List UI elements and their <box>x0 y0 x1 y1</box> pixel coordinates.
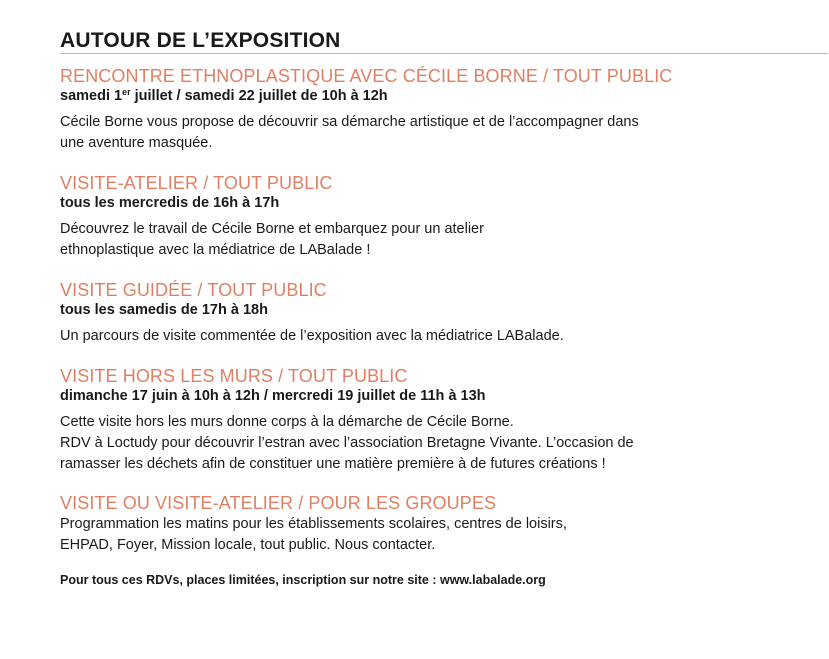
event-description <box>60 112 820 154</box>
event-description-line: EHPAD, Foyer, Mission locale, tout public. Nous contacter. <box>60 537 436 553</box>
event-visite-atelier <box>60 172 820 261</box>
event-visite-hors-les-murs <box>60 365 820 475</box>
event-date <box>60 87 820 106</box>
event-visite-guidee <box>60 279 820 347</box>
event-date-prefix: samedi 1 <box>60 88 123 104</box>
event-description-line: Un parcours de visite commentée de l’exposition avec la médiatrice LABalade. <box>60 328 564 344</box>
header-divider <box>60 53 828 54</box>
event-description <box>60 412 820 475</box>
event-title: RENCONTRE ETHNOPLASTIQUE AVEC CÉCILE BORNE / TOUT PUBLIC <box>60 66 673 86</box>
event-description <box>60 219 820 261</box>
event-description <box>60 326 820 347</box>
event-description-line: une aventure masquée. <box>60 135 213 151</box>
event-description-line: Découvrez le travail de Cécile Borne et embarquez pour un atelier <box>60 221 484 237</box>
event-title: VISITE OU VISITE-ATELIER / POUR LES GROUPES <box>60 493 497 513</box>
event-description-line: Cette visite hors les murs donne corps à la démarche de Cécile Borne. <box>60 414 514 430</box>
event-description-line: ethnoplastique avec la médiatrice de LABalade ! <box>60 242 371 258</box>
event-rencontre-ethnoplastique <box>60 65 820 154</box>
event-description-line: Programmation les matins pour les établissements scolaires, centres de loisirs, <box>60 516 567 532</box>
page-title: AUTOUR DE L’EXPOSITION <box>60 29 341 52</box>
event-date: tous les mercredis de 16h à 17h <box>60 195 280 211</box>
event-date: dimanche 17 juin à 10h à 12h / mercredi 19 juillet de 11h à 13h <box>60 388 486 404</box>
event-date-suffix: juillet / samedi 22 juillet de 10h à 12h <box>130 88 388 104</box>
page-header <box>60 28 820 56</box>
event-date-superscript: er <box>122 87 131 97</box>
event-description-line: RDV à Loctudy pour découvrir l’estran avec l’association Bretagne Vivante. L’occasion de <box>60 435 634 451</box>
event-date: tous les samedis de 17h à 18h <box>60 302 268 318</box>
event-visite-groupes <box>60 492 820 556</box>
events-page <box>60 28 820 588</box>
event-title: VISITE GUIDÉE / TOUT PUBLIC <box>60 280 327 300</box>
event-description <box>60 514 820 556</box>
event-title: VISITE HORS LES MURS / TOUT PUBLIC <box>60 366 408 386</box>
footer-note: Pour tous ces RDVs, places limitées, inscription sur notre site : www.labalade.org <box>60 573 546 587</box>
event-title: VISITE-ATELIER / TOUT PUBLIC <box>60 173 333 193</box>
event-description-line: Cécile Borne vous propose de découvrir sa démarche artistique et de l’accompagner dans <box>60 114 639 130</box>
event-description-line: ramasser les déchets afin de constituer une matière première à de futures créations ! <box>60 456 606 472</box>
